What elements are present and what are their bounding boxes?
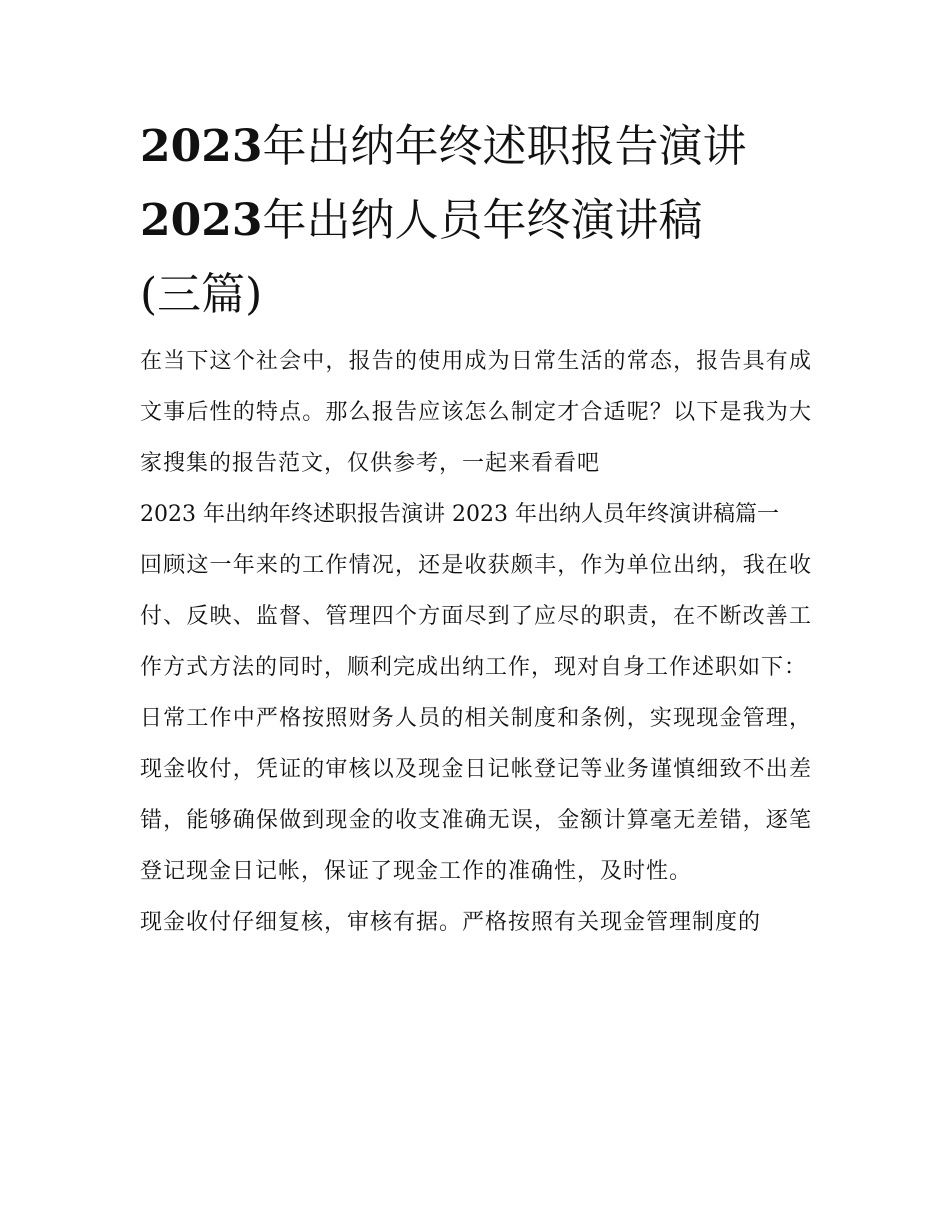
title-text-1: 年出纳年终述职报告演讲	[262, 121, 747, 172]
title-line-2	[140, 195, 702, 246]
document-title	[140, 110, 812, 332]
body-paragraph-3: 现金收付仔细复核，审核有据。严格按照有关现金管理制度的	[140, 910, 762, 935]
title-line-3: (三篇)	[140, 269, 263, 320]
title-line-1	[140, 121, 746, 172]
intro-paragraph: 在当下这个社会中，报告的使用成为日常生活的常态，报告具有成文事后性的特点。那么报告应该怎么制定才合适呢？以下是我为大家搜集的报告范文，仅供参考，一起来看看吧	[140, 349, 812, 476]
body-paragraph-1: 回顾这一年来的工作情况，还是收获颇丰，作为单位出纳，我在收付、反映、监督、管理四个方面尽到了应尽的职责，在不断改善工作方式方法的同时，顺利完成出纳工作，现对自身工作述职如下：	[140, 553, 812, 680]
document-content	[140, 110, 812, 948]
title-text-2: 年出纳人员年终演讲稿	[262, 195, 703, 246]
title-year-1: 2023	[140, 121, 263, 172]
body-paragraph-2: 日常工作中严格按照财务人员的相关制度和条例，实现现金管理，现金收付，凭证的审核以及现金日记帐登记等业务谨慎细致不出差错，能够确保做到现金的收支准确无误，金额计算毫无差错，逐笔登记现金日记帐，保证了现金工作的准确性，及时性。	[140, 706, 812, 884]
section-heading: 2023 年出纳年终述职报告演讲 2023 年出纳人员年终演讲稿篇一	[140, 502, 779, 527]
title-year-2: 2023	[140, 195, 263, 246]
